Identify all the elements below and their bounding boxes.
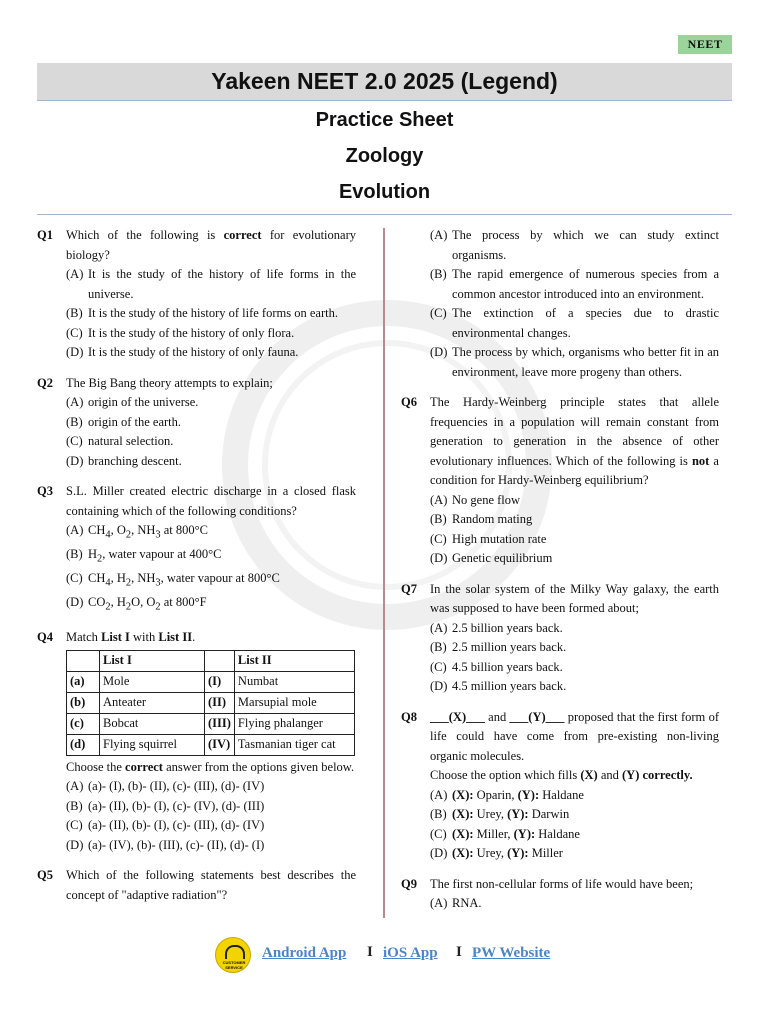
question-9 — [401, 875, 719, 914]
table-row: (d) Flying squirrel (IV) Tasmanian tiger cat — [67, 734, 355, 755]
question-number: Q7 — [401, 581, 417, 596]
question-number: Q2 — [37, 375, 53, 390]
option: (D) Genetic equilibrium — [430, 551, 553, 565]
option: (B) The rapid emergence of numerous species from a common ancestor introduced into an environment. — [430, 267, 719, 301]
option: (B) origin of the earth. — [66, 414, 182, 429]
table-row: (b) Anteater (II) Marsupial mole — [67, 692, 355, 713]
question-7 — [401, 580, 719, 697]
option: (B) $H_2$, water vapour at 400°C — [66, 547, 222, 565]
question-number: Q8 — [401, 709, 417, 724]
option: (A) 2.5 billion years back. — [430, 620, 563, 635]
question-6 — [401, 393, 719, 569]
option: (A) (a)- (I), (b)- (II), (c)- (III), (d)- (IV) — [66, 779, 265, 793]
option: (C) High mutation rate — [430, 531, 547, 546]
option: (C) (X): Miller, (Y): Haldane — [430, 826, 580, 841]
ios-app-link[interactable]: iOS App — [383, 945, 438, 961]
footer-separator: I — [367, 944, 373, 960]
question-text: ___(X)___ and ___(Y)___ proposed that the first form of life could have come from pre-existing non-living organic molecules. — [430, 709, 719, 763]
question-number: Q1 — [37, 228, 53, 242]
option: (A) No gene flow — [430, 492, 521, 507]
option: (D) The process by which, organisms who better fit in an environment, leave more progeny than others. — [430, 345, 719, 379]
option: (C) natural selection. — [66, 434, 174, 448]
question-4 — [37, 628, 356, 855]
table-row: (a) Mole (I) Numbat — [67, 671, 355, 692]
column-divider — [383, 228, 385, 918]
option: (A) origin of the universe. — [66, 395, 199, 409]
chapter: Evolution — [338, 181, 431, 203]
option: (C) $CH_4$, $H_2$, $NH_3$, water vapour at 800°C — [66, 571, 280, 589]
option: (D) 4.5 million years back. — [430, 679, 567, 693]
question-text: The Hardy-Weinberg principle states that allele frequencies in a population will remain constant from generation to generation in the absence of other evolutionary influences. Which of the following is not a condition for Hardy-Weinberg equilibrium? — [430, 395, 719, 487]
option: (D) It is the study of the history of only fauna. — [66, 345, 299, 359]
pw-website-link[interactable]: PW Website — [472, 945, 551, 961]
choose-instruction: Choose the correct answer from the options given below. — [66, 759, 355, 774]
question-text: Match List I with List II. — [66, 630, 196, 644]
question-number: Q4 — [37, 630, 53, 644]
android-app-link[interactable]: Android App — [262, 945, 347, 961]
page-title: Yakeen NEET 2.0 2025 (Legend) — [211, 68, 558, 94]
option: (D) (a)- (IV), (b)- (III), (c)- (II), (d)- (I) — [66, 837, 265, 852]
option: (B) (X): Urey, (Y): Darwin — [430, 807, 570, 821]
question-number: Q6 — [401, 395, 417, 409]
option: (C) (a)- (II), (b)- (I), (c)- (III), (d)- (IV) — [66, 818, 265, 832]
option: (C) It is the study of the history of only flora. — [66, 325, 295, 340]
question-text: Which of the following statements best describes the concept of "adaptive radiation"? — [66, 868, 356, 902]
option: (B) It is the study of the history of life forms on earth. — [66, 306, 338, 320]
customer-service-logo[interactable] — [215, 937, 251, 973]
footer-separator: I — [456, 944, 462, 960]
question-text: In the solar system of the Milky Way galaxy, the earth was supposed to have been formed about; — [430, 581, 719, 615]
option: (A) It is the study of the history of life forms in the universe. — [66, 267, 356, 301]
table-header-row: List I List II — [67, 650, 355, 671]
header-divider — [37, 214, 732, 215]
logo-text: CUSTOMER SERVICE — [222, 960, 246, 970]
option: (A) $CH_4$, $O_2$, $NH_3$ at 800°C — [66, 523, 208, 541]
question-text: The first non-cellular forms of life would have been; — [430, 876, 694, 891]
question-number: Q9 — [401, 876, 417, 891]
table-row: (c) Bobcat (III) Flying phalanger — [67, 713, 355, 734]
option: (A) RNA. — [430, 896, 482, 910]
question-5-options — [401, 226, 719, 382]
option: (A) (X): Oparin, (Y): Haldane — [430, 787, 584, 802]
left-column — [37, 226, 356, 916]
option: (D) branching descent. — [66, 453, 182, 468]
question-1 — [37, 226, 356, 363]
question-number: Q3 — [37, 484, 53, 498]
option: (C) The extinction of a species due to drastic environmental changes. — [430, 306, 719, 340]
option: (C) 4.5 billion years back. — [430, 659, 563, 674]
question-3 — [37, 482, 356, 617]
question-5 — [37, 866, 356, 905]
option: (B) 2.5 million years back. — [430, 640, 567, 654]
right-column — [401, 226, 719, 925]
option: (D) $CO_2$, $H_2O$, $O_2$ at 800°F — [66, 595, 207, 613]
question-text: The Big Bang theory attempts to explain; — [66, 375, 273, 390]
option: (D) (X): Urey, (Y): Miller — [430, 846, 563, 860]
question-2 — [37, 374, 356, 472]
subject: Zoology — [345, 145, 424, 167]
choose-instruction: Choose the option which fills (X) and (Y) correctly. — [430, 768, 693, 782]
match-table — [66, 650, 355, 756]
option: (B) (a)- (II), (b)- (I), (c)- (IV), (d)- (III) — [66, 798, 265, 813]
exam-badge: NEET — [678, 35, 732, 54]
sheet-type: Practice Sheet — [315, 109, 454, 131]
option: (B) Random mating — [430, 512, 533, 526]
question-8 — [401, 708, 719, 864]
title-bar — [37, 63, 732, 101]
option: (A) The process by which we can study extinct organisms. — [430, 228, 719, 262]
headset-icon — [225, 945, 245, 959]
question-text: S.L. Miller created electric discharge in a closed flask containing which of the following conditions? — [66, 484, 356, 518]
question-number: Q5 — [37, 868, 53, 882]
question-text: Which of the following is correct for evolutionary biology? — [66, 228, 356, 262]
